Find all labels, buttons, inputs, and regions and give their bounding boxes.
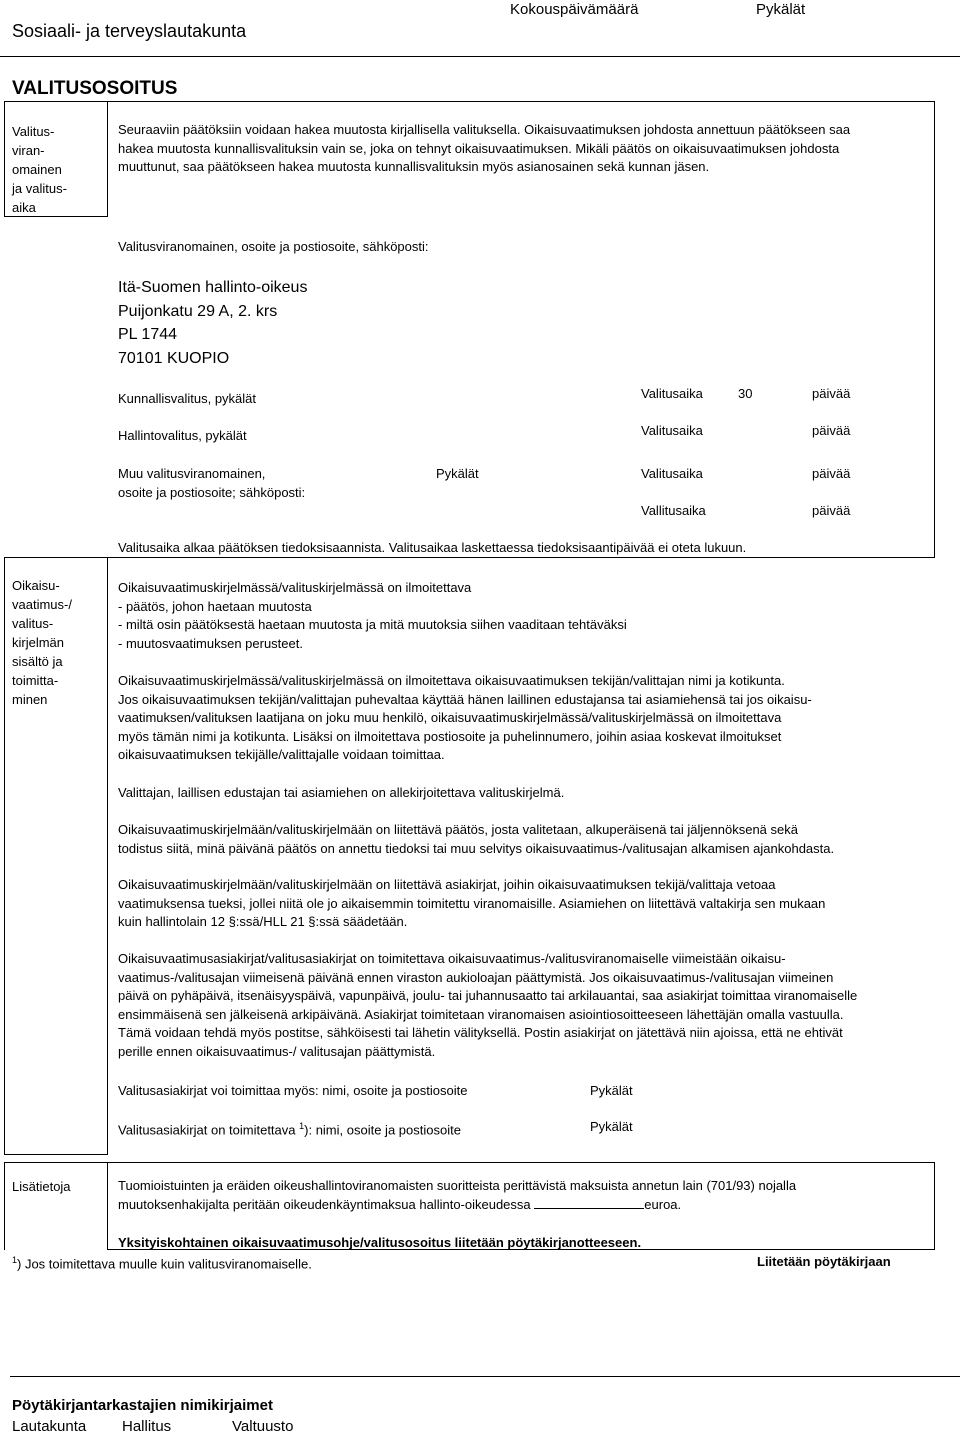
attached-to-minutes-note: Liitetään pöytäkirjaan — [757, 1254, 891, 1269]
hallintovalitus-label: Hallintovalitus, pykälät — [118, 428, 247, 443]
meeting-date-label: Kokouspäivämäärä — [510, 1, 639, 18]
section3-left-border — [4, 1162, 5, 1250]
other-authority-unit: päivää — [812, 466, 851, 481]
section2-bottom-border — [4, 1154, 108, 1155]
kunnallisvalitus-days: 30 — [738, 386, 753, 401]
delivery-must-label: Valitusasiakirjat on toimitettava $^1$): nimi, osoite ja postiosoite — [118, 1121, 461, 1138]
kunnallisvalitus-label: Kunnallisvalitus, pykälät — [118, 391, 257, 406]
authority-label: Valitusviranomainen, osoite ja postiosoite, sähköposti: — [118, 239, 429, 254]
header-divider — [0, 56, 960, 57]
attachment-decision-paragraph: Oikaisuvaatimuskirjelmään/valituskirjelmään on liitettävä päätös, josta valitetaan, alkuperäisenä tai jäljennöksenä sekä todistus siitä, minä päivänä päätös on annettu tiedoksi tai muu selvitys oikaisuvaatimus-/valitusajan alkamisen ajankohdasta. — [118, 822, 835, 856]
section1-divider — [107, 101, 108, 217]
section1-right-border — [934, 101, 935, 557]
section1-side-label: Valitus- viran- omainen ja valitus- aika — [12, 124, 67, 215]
section2-top-border — [4, 557, 935, 558]
appeal-period-note: Valitusaika alkaa päätöksen tiedoksisaannista. Valitusaikaa laskettaessa tiedoksisaantipäivää ei oteta lukuun. — [118, 540, 747, 555]
additional-info-label: Lisätietoja — [12, 1179, 71, 1194]
section3-divider — [107, 1162, 108, 1250]
other-authority-aika2-label: Vallitusaika — [641, 503, 706, 518]
fees-paragraph: Tuomioistuinten ja eräiden oikeushallintoviranomaisten suoritteista perittävistä maksuista annetun lain (701/93) nojalla muutoksenhakijalta peritään oikeudenkäyntimaksua hallinto-oikeudessa euroa. — [118, 1178, 797, 1212]
footnote: $^1$) Jos toimitettava muulle kuin valitusviranomaiselle. — [12, 1255, 312, 1272]
sections-label: Pykälät — [756, 1, 806, 18]
section3-right-border — [934, 1162, 935, 1250]
signature-divider — [10, 1376, 960, 1377]
hallintovalitus-unit: päivää — [812, 423, 851, 438]
other-authority-label: Muu valitusviranomainen, — [118, 466, 266, 481]
section3-top-border — [4, 1162, 935, 1163]
other-authority-pykalat: Pykälät — [436, 466, 479, 481]
delivery-must-pykalat: Pykälät — [590, 1119, 633, 1134]
authority-address: Itä-Suomen hallinto-oikeus Puijonkatu 29 A, 2. krs PL 1744 70101 KUOPIO — [118, 279, 308, 367]
fee-amount-blank — [534, 1196, 644, 1209]
signature-paragraph: Valittajan, laillisen edustajan tai asiamiehen on allekirjoitettava valituskirjelmä. — [118, 785, 565, 800]
kunnallisvalitus-aika-label: Valitusaika — [641, 386, 703, 401]
doc-title: VALITUSOSOITUS — [12, 78, 178, 99]
section2-divider — [107, 557, 108, 1154]
signature-title: Pöytäkirjantarkastajien nimikirjaimet — [12, 1397, 273, 1414]
org-title: Sosiaali- ja terveyslautakunta — [12, 21, 247, 41]
signature-hallitus: Hallitus — [122, 1418, 172, 1435]
appellant-info-paragraph: Oikaisuvaatimuskirjelmässä/valituskirjelmässä on ilmoitettava oikaisuvaatimuksen tekijän/valittajan nimi ja kotikunta. Jos oikaisuvaatimuksen tekijän/valittajan puhevaltaa käyttää hänen laillinen edustajansa tai asiamiehensä tai jos oikaisu- vaatimuksen/valituksen laatijana on joku muu henkilö, oikaisuvaatimuskirjelmässä/valituskirjelmässä on ilmoitettava myös tämän nimi ja kotikunta. Lisäksi on ilmoitettava postiosoite ja puhelinnumero, joihin asiaa koskevat ilmoitukset oikaisuvaatimuksen tekijälle/valittajalle voidaan toimittaa. — [118, 673, 812, 763]
signature-valtuusto: Valtuusto — [232, 1418, 294, 1435]
signature-lautakunta: Lautakunta — [12, 1418, 87, 1435]
other-authority-aika-label: Valitusaika — [641, 466, 703, 481]
attachment-documents-paragraph: Oikaisuvaatimuskirjelmään/valituskirjelmään on liitettävä asiakirjat, joihin oikaisuvaatimuksen tekijä/valittaja vetoaa vaatimuksensa tueksi, jollei niitä ole jo aikaisemmin toimitettu viranomaisille. Asiamiehen on liitettävä valtakirja sen mukaan kuin hallintolain 12 §:ssä/HLL 21 §:ssä säädetään. — [118, 877, 826, 930]
section2-side-label: Oikaisu- vaatimus-/ valitus- kirjelmän sisältö ja toimitta- minen — [12, 578, 72, 707]
other-authority-address-label: osoite ja postiosoite; sähköposti: — [118, 485, 306, 500]
detailed-instructions-note: Yksityiskohtainen oikaisuvaatimusohje/valitusosoitus liitetään pöytäkirjanotteeseen. — [118, 1235, 642, 1250]
section1-intro: Seuraaviin päätöksiin voidaan hakea muutosta kirjallisella valituksella. Oikaisuvaatimuksen johdosta annettuun päätökseen saa hakea muutosta kunnallisvalituksin vain se, joka on tehnyt oikaisuvaatimuksen. Mikäli päätös on oikaisuvaatimuksen johdosta muuttunut, saa päätökseen hakea muutosta kunnallisvalituksin myös asianosainen sekä kunnan jäsen. — [118, 122, 851, 175]
other-authority-unit2: päivää — [812, 503, 851, 518]
delivery-may-pykalat: Pykälät — [590, 1083, 633, 1098]
kunnallisvalitus-unit: päivää — [812, 386, 851, 401]
section1-left-border — [4, 101, 5, 217]
delivery-paragraph: Oikaisuvaatimusasiakirjat/valitusasiakirjat on toimitettava oikaisuvaatimus-/valitusviranomaiselle viimeistään oikaisu- vaatimus-/valitusajan viimeisenä päivänä ennen viraston aukioloajan päättymistä. Jos oikaisuvaatimus-/valitusajan viimeinen päivä on pyhäpäivä, itsenäisyyspäivä, vapunpäivä, joulu- tai juhannusaatto tai arkilauantai, saa asiakirjat toimittaa viranomaiselle ensimmäisenä sen jälkeisenä arkipäivänä. Asiakirjat toimitetaan viranomaisen asiointiosoitteeseen lähettäjän omalla vastuulla. Tämä voidaan tehdä myös postitse, sähköisesti tai lähetin välityksellä. Postin asiakirjat on jätettävä niin ajoissa, että ne ehtivät perille ennen oikaisuvaatimus-/ valitusajan päättymistä. — [118, 951, 858, 1059]
delivery-may-label: Valitusasiakirjat voi toimittaa myös: nimi, osoite ja postiosoite — [118, 1083, 468, 1098]
hallintovalitus-aika-label: Valitusaika — [641, 423, 703, 438]
section1-top-border — [4, 101, 934, 102]
section2-left-border — [4, 557, 5, 1154]
content-requirements: Oikaisuvaatimuskirjelmässä/valituskirjelmässä on ilmoitettava - päätös, johon haetaan muutosta - miltä osin päätöksestä haetaan muutosta ja mitä muutoksia siihen vaaditaan tehtäväksi - muutosvaatimuksen perusteet. — [118, 580, 627, 651]
